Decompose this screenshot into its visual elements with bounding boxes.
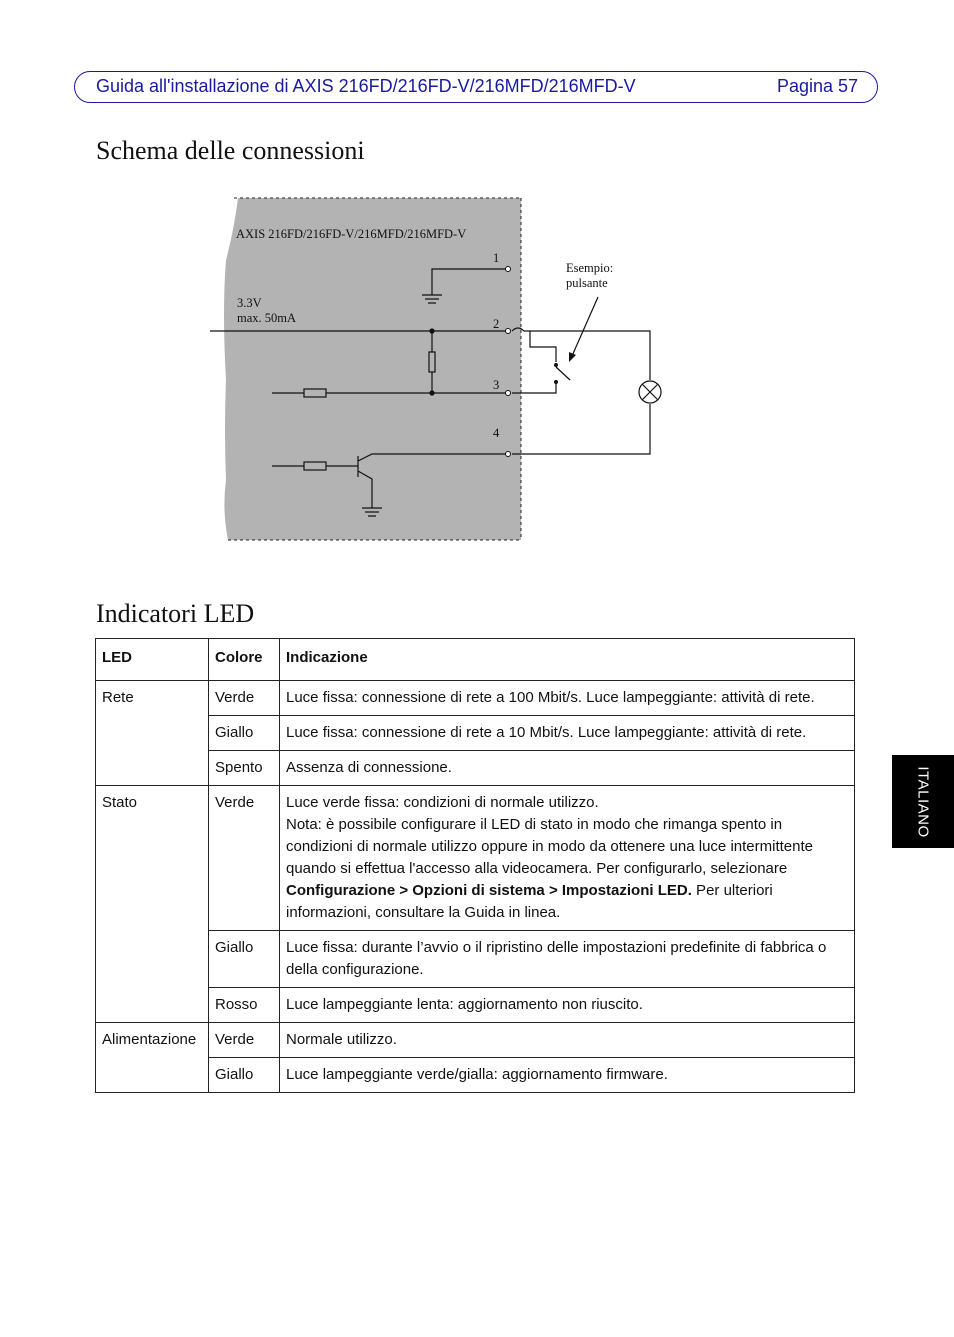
pin-2-terminal xyxy=(506,329,511,334)
indication-cell: Luce lampeggiante lenta: aggiornamento non riuscito. xyxy=(280,988,855,1023)
external-lamp-wire xyxy=(512,404,650,454)
led-heading: Indicatori LED xyxy=(96,599,255,628)
status-green-line2: Nota: è possibile configurare il LED di stato in modo che rimanga spento in condizioni di normale utilizzo oppure in modo da ottenere una luce intermittente quando si effettua l'accesso alla videocamera. Per configurarlo, selezionare xyxy=(286,816,813,877)
color-cell: Verde xyxy=(209,681,280,716)
table-row xyxy=(96,1058,855,1093)
indication-cell xyxy=(280,786,855,931)
led-name-cell: Alimentazione xyxy=(96,1023,209,1093)
header-color: Colore xyxy=(209,639,280,681)
lamp-cross xyxy=(642,384,658,400)
page-number: Pagina 57 xyxy=(777,76,859,96)
switch-contact xyxy=(554,380,558,384)
status-green-path: Configurazione > Opzioni di sistema > Impostazioni LED. xyxy=(286,882,692,899)
junction-dot xyxy=(429,390,434,395)
pin-1-label: 1 xyxy=(493,251,500,265)
connection-diagram xyxy=(200,190,680,550)
table-row xyxy=(96,786,855,931)
color-cell: Giallo xyxy=(209,931,280,988)
color-cell: Spento xyxy=(209,751,280,786)
table-row xyxy=(96,716,855,751)
led-name-cell: Rete xyxy=(96,681,209,786)
color-cell: Verde xyxy=(209,786,280,931)
color-cell: Verde xyxy=(209,1023,280,1058)
connections-heading: Schema delle connessioni xyxy=(96,136,365,165)
table-header-row xyxy=(96,639,855,681)
language-tab xyxy=(892,755,954,848)
table-row xyxy=(96,681,855,716)
indication-cell: Luce fissa: connessione di rete a 100 Mbit/s. Luce lampeggiante: attività di rete. xyxy=(280,681,855,716)
example-arrow xyxy=(572,297,598,356)
supply-label-2: max. 50mA xyxy=(237,311,297,325)
button-wire-top xyxy=(530,331,556,362)
supply-label-1: 3.3V xyxy=(237,296,262,310)
header-led: LED xyxy=(96,639,209,681)
language-tab-label: ITALIANO xyxy=(914,765,932,838)
junction-dot xyxy=(429,328,434,333)
example-arrowhead xyxy=(569,352,576,362)
switch-contact xyxy=(554,363,558,367)
example-label-2: pulsante xyxy=(566,276,608,290)
pin-3-label: 3 xyxy=(493,378,500,392)
header-title: Guida all'installazione di AXIS 216FD/216FD-V/216MFD/216MFD-V xyxy=(96,76,636,96)
button-switch xyxy=(556,367,570,380)
device-label: AXIS 216FD/216FD-V/216MFD/216MFD-V xyxy=(236,227,467,241)
header-indication: Indicazione xyxy=(280,639,855,681)
indication-cell: Luce fissa: connessione di rete a 10 Mbit/s. Luce lampeggiante: attività di rete. xyxy=(280,716,855,751)
color-cell: Rosso xyxy=(209,988,280,1023)
table-row xyxy=(96,931,855,988)
indication-cell: Luce lampeggiante verde/gialla: aggiornamento firmware. xyxy=(280,1058,855,1093)
table-row xyxy=(96,751,855,786)
led-table xyxy=(95,638,855,1093)
indication-cell: Luce fissa: durante l’avvio o il ripristino delle impostazioni predefinite di fabbrica o della configurazione. xyxy=(280,931,855,988)
pin-4-label: 4 xyxy=(493,426,500,440)
example-label-1: Esempio: xyxy=(566,261,614,275)
indication-cell: Normale utilizzo. xyxy=(280,1023,855,1058)
indication-cell: Assenza di connessione. xyxy=(280,751,855,786)
status-green-line1: Luce verde fissa: condizioni di normale utilizzo. xyxy=(286,794,599,811)
pin-3-terminal xyxy=(506,391,511,396)
table-row xyxy=(96,988,855,1023)
table-row xyxy=(96,1023,855,1058)
color-cell: Giallo xyxy=(209,1058,280,1093)
pin-1-terminal xyxy=(506,267,511,272)
status-green-line3: Per ulteriori informazioni, consultare la Guida in linea. xyxy=(286,882,773,921)
led-name-cell: Stato xyxy=(96,786,209,1023)
pin-2-label: 2 xyxy=(493,317,500,331)
color-cell: Giallo xyxy=(209,716,280,751)
pin-4-terminal xyxy=(506,452,511,457)
